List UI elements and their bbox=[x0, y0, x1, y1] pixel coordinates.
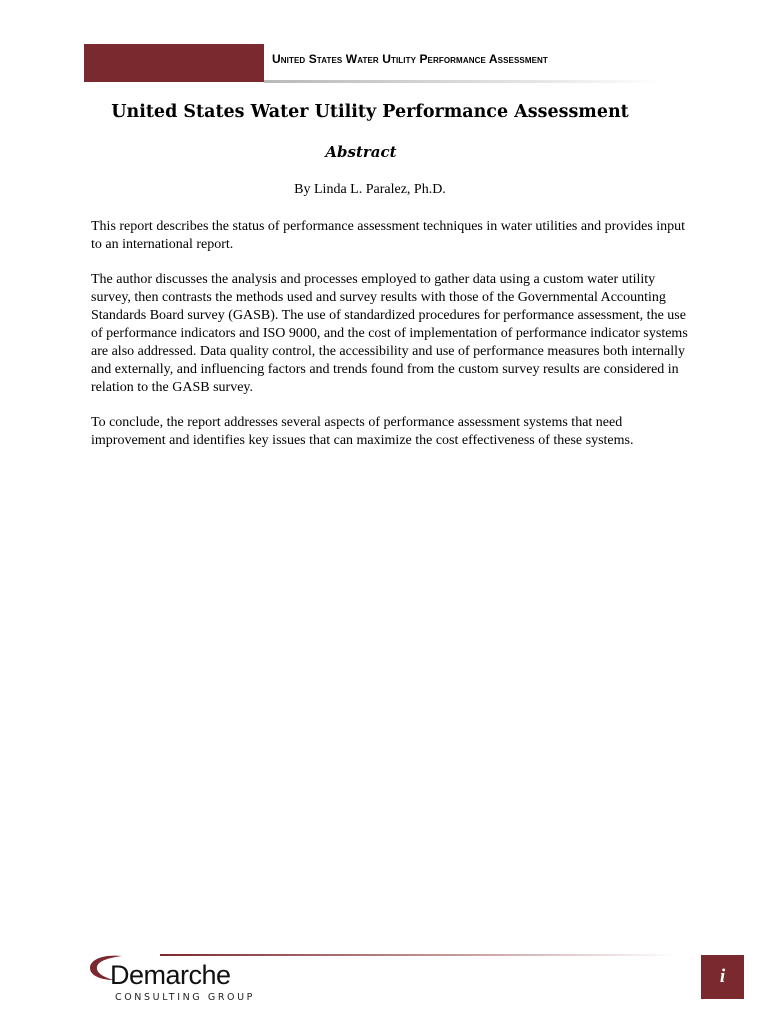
document-title: United States Water Utility Performance Assessment bbox=[111, 102, 629, 122]
page-number-badge bbox=[701, 955, 744, 999]
running-header: United States Water Utility Performance Assessment bbox=[272, 52, 548, 66]
abstract-body bbox=[91, 218, 691, 467]
abstract-paragraph-3: To conclude, the report addresses several aspects of performance assessment systems that need improvement and identifies key issues that can maximize the cost effectiveness of these systems. bbox=[91, 415, 634, 448]
logo-tagline: CONSULTING GROUP bbox=[115, 992, 255, 1003]
logo-name: Demarche bbox=[110, 960, 231, 990]
abstract-heading: Abstract bbox=[325, 143, 397, 161]
author-byline: By Linda L. Paralez, Ph.D. bbox=[294, 182, 446, 197]
page-number: i bbox=[719, 966, 726, 987]
company-logo bbox=[88, 950, 258, 1010]
abstract-paragraph-1: This report describes the status of performance assessment techniques in water utilities and provides input to an international report. bbox=[91, 219, 686, 252]
header-color-block bbox=[84, 44, 264, 82]
header-rule bbox=[264, 80, 660, 83]
abstract-paragraph-2: The author discusses the analysis and processes employed to gather data using a custom water utility survey, then contrasts the methods used and survey results with those of the Governmental Accounting Standards Board survey (GASB). The use of standardized procedures for performance assessment, the use of performance indicators and ISO 9000, and the cost of implementation of performance indicator systems are also addressed. Data quality control, the accessibility and use of performance measures both internally and externally, and influencing factors and trends found from the custom survey results are considered in relation to the GASB survey. bbox=[91, 272, 688, 395]
